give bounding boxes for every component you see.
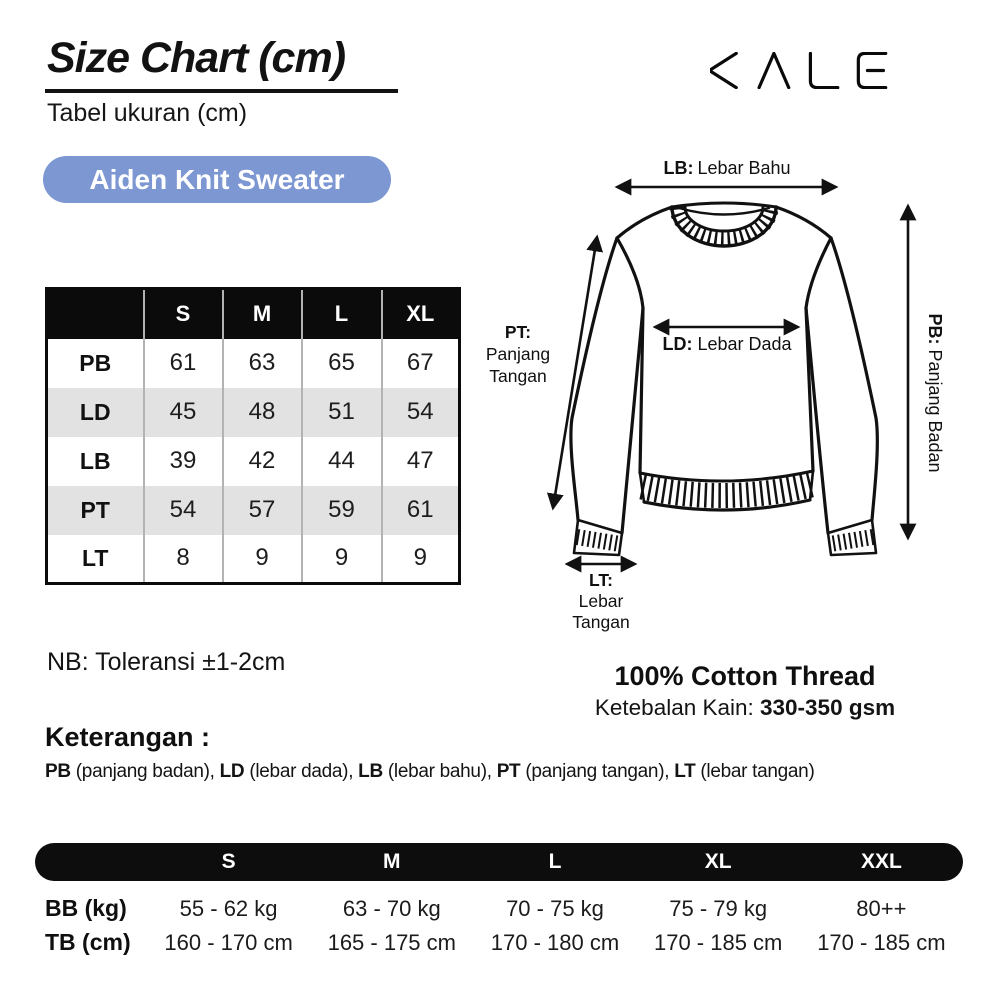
- svg-text:LT:: LT:: [589, 570, 613, 590]
- cell-lb-xl: 47: [382, 437, 460, 486]
- svg-text:Tangan: Tangan: [489, 366, 547, 386]
- table-row: [47, 486, 460, 535]
- legend-line: PB (panjang badan), LD (lebar dada), LB (lebar bahu), PT (panjang tangan), LT (lebar tangan): [45, 761, 815, 782]
- tb-m: 165 - 175 cm: [327, 929, 456, 955]
- sweater-outline: [571, 203, 877, 555]
- col-header-l: L: [302, 289, 382, 339]
- table-row: [47, 339, 460, 388]
- thickness-label: Ketebalan Kain:: [594, 694, 761, 720]
- left-cuff-ribbing: [577, 537, 620, 544]
- bb-l: 70 - 75 kg: [506, 895, 604, 921]
- page-title: Size Chart (cm): [47, 34, 346, 82]
- fit-table: [35, 843, 963, 956]
- tolerance-note: NB: Toleransi ±1-2cm: [47, 648, 286, 676]
- cell-lb-s: 39: [144, 437, 223, 486]
- col-header-m: M: [223, 289, 302, 339]
- pt-label: [486, 322, 550, 386]
- size-table-corner: [47, 289, 144, 339]
- table-row: [47, 437, 460, 486]
- cell-lt-xl: 9: [382, 535, 460, 584]
- table-row: [47, 535, 460, 584]
- ld-label: LD: Lebar Dada: [662, 334, 792, 354]
- sweater-measurement-diagram: [480, 150, 1000, 650]
- product-name-badge: Aiden Knit Sweater: [43, 156, 391, 203]
- material-note: [540, 662, 950, 721]
- lb-label: LB: Lebar Bahu: [663, 158, 791, 178]
- fit-row-label-tb: TB (cm): [45, 929, 131, 955]
- logo-letter-a: [759, 53, 789, 87]
- bb-s: 55 - 62 kg: [179, 895, 278, 921]
- title-underline: [45, 89, 398, 93]
- tb-xxl: 170 - 185 cm: [817, 929, 946, 955]
- hem-ribbing: [642, 485, 811, 496]
- fit-col-xxl: XXL: [860, 850, 902, 873]
- lt-label: [572, 570, 629, 632]
- cell-pt-l: 59: [302, 486, 382, 535]
- cell-pt-xl: 61: [382, 486, 460, 535]
- size-table: [45, 287, 461, 585]
- fit-col-s: S: [221, 850, 236, 873]
- cell-lb-l: 44: [302, 437, 382, 486]
- cell-lt-m: 9: [223, 535, 302, 584]
- tb-l: 170 - 180 cm: [490, 929, 620, 955]
- cell-ld-l: 51: [302, 388, 382, 437]
- cell-pb-l: 65: [302, 339, 382, 388]
- col-header-xl: XL: [382, 289, 460, 339]
- bb-xxl: 80++: [856, 895, 907, 921]
- svg-text:Panjang: Panjang: [485, 344, 551, 364]
- logo-letter-l: [810, 53, 837, 87]
- legend-title: Keterangan :: [45, 722, 211, 752]
- svg-text:PT:: PT:: [504, 322, 532, 342]
- cell-pt-s: 54: [144, 486, 223, 535]
- logo-letter-e: [858, 53, 885, 87]
- cell-lt-l: 9: [302, 535, 382, 584]
- fit-col-l: L: [548, 850, 562, 873]
- page-subtitle: Tabel ukuran (cm): [47, 99, 248, 127]
- row-label-lb: LB: [79, 447, 111, 474]
- bb-m: 63 - 70 kg: [342, 895, 441, 921]
- cell-ld-xl: 54: [382, 388, 460, 437]
- material-title: 100% Cotton Thread: [614, 661, 876, 691]
- kale-brand-logo: [710, 52, 888, 89]
- right-cuff-ribbing: [830, 537, 873, 544]
- svg-text:Tangan: Tangan: [572, 612, 630, 632]
- cell-ld-s: 45: [144, 388, 223, 437]
- row-label-pb: PB: [79, 349, 112, 376]
- fit-row-height: [35, 929, 963, 956]
- fit-col-xl: XL: [704, 850, 732, 873]
- cell-lt-s: 8: [144, 535, 223, 584]
- cell-pb-s: 61: [144, 339, 223, 388]
- logo-letter-k: [711, 53, 736, 87]
- size-table-header-row: [47, 289, 460, 339]
- pb-label: PB:Panjang Badan: [925, 313, 945, 473]
- row-label-ld: LD: [79, 398, 111, 425]
- thickness-value: 330-350 gsm: [760, 694, 896, 720]
- fit-table-header: [35, 843, 963, 881]
- tb-xl: 170 - 185 cm: [653, 929, 783, 955]
- table-row: [47, 388, 460, 437]
- tb-s: 160 - 170 cm: [164, 929, 293, 955]
- cell-pt-m: 57: [223, 486, 302, 535]
- fabric-thickness: [540, 695, 950, 721]
- row-label-pt: PT: [80, 496, 110, 523]
- svg-text:Lebar: Lebar: [578, 591, 624, 611]
- cell-lb-m: 42: [223, 437, 302, 486]
- pt-arrow: [553, 237, 597, 508]
- cell-ld-m: 48: [223, 388, 302, 437]
- row-label-lt: LT: [82, 544, 109, 571]
- cell-pb-m: 63: [223, 339, 302, 388]
- cell-pb-xl: 67: [382, 339, 460, 388]
- fit-col-m: M: [383, 850, 401, 873]
- bb-xl: 75 - 79 kg: [669, 895, 768, 921]
- col-header-s: S: [144, 289, 223, 339]
- fit-row-label-bb: BB (kg): [45, 895, 127, 921]
- fit-row-weight: [35, 895, 963, 922]
